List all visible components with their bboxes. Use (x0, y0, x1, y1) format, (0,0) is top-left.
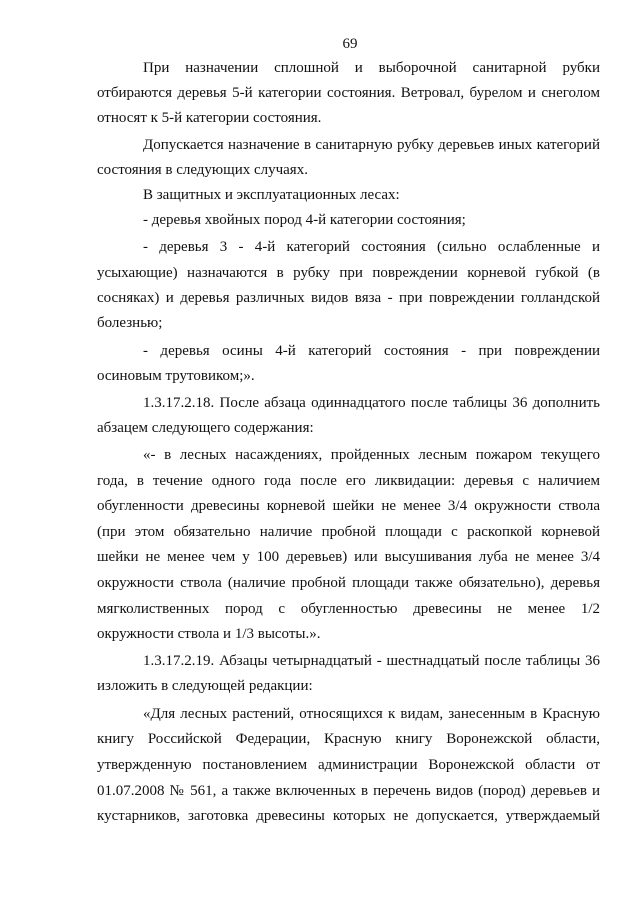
paragraph-line: Допускается назначение в санитарную рубку деревьев иных категорий (143, 137, 600, 153)
paragraph-line: относят к 5-й категории состояния. (97, 110, 322, 126)
paragraph-line: 01.07.2008 № 561, а также включенных в перечень видов (пород) деревьев и (97, 783, 600, 799)
page-number: 69 (342, 36, 358, 52)
paragraph-line: (при этом обязательно наличие пробной площади с раскопкой корневой (97, 524, 600, 540)
paragraph-line: «- в лесных насаждениях, пройденных лесным пожаром текущего (143, 447, 600, 463)
paragraph-line: осиновым трутовиком;». (97, 368, 255, 384)
paragraph-line: кустарников, заготовка древесины которых не допускается, утверждаемый (97, 808, 600, 824)
paragraph-line: окружности ствола и 1/3 высоты.». (97, 626, 321, 642)
paragraph-line: При назначении сплошной и выборочной санитарной рубки (143, 60, 600, 76)
paragraph-line: сосняках) и деревья различных видов вяза - при повреждении голландской (97, 290, 600, 306)
paragraph-line: - деревья 3 - 4-й категорий состояния (сильно ослабленные и (143, 239, 600, 255)
paragraph-line: мягколиственных пород с обугленностью древесины не менее 1/2 (97, 601, 600, 617)
paragraph-line: «Для лесных растений, относящихся к видам, занесенным в Красную (143, 706, 600, 722)
paragraph-line: утвержденную постановлением администрации Воронежской области от (97, 757, 600, 773)
paragraph-line: окружности ствола (наличие пробной площади также обязательно), деревья (97, 575, 600, 591)
paragraph-line: болезнью; (97, 315, 163, 331)
paragraph-line: отбираются деревья 5-й категории состояния. Ветровал, бурелом и снеголом (97, 85, 600, 101)
paragraph-line: - деревья хвойных пород 4-й категории состояния; (143, 212, 466, 228)
paragraph-line: книгу Российской Федерации, Красную книгу Воронежской области, (97, 731, 600, 747)
paragraph-line: шейки не менее чем у 100 деревьев) или высушивания луба не менее 3/4 (97, 549, 600, 565)
paragraph-line: состояния в следующих случаях. (97, 162, 308, 178)
paragraph-line: - деревья осины 4-й категорий состояния - при повреждении (143, 343, 600, 359)
paragraph-line: 1.3.17.2.18. После абзаца одиннадцатого после таблицы 36 дополнить (143, 395, 600, 411)
paragraph-line: В защитных и эксплуатационных лесах: (143, 187, 400, 203)
paragraph-line: усыхающие) назначаются в рубку при повреждении корневой губкой (в (97, 265, 600, 281)
paragraph-line: абзацем следующего содержания: (97, 420, 314, 436)
paragraph-line: обугленности древесины корневой шейки не менее 3/4 окружности ствола (97, 498, 600, 514)
paragraph-line: 1.3.17.2.19. Абзацы четырнадцатый - шестнадцатый после таблицы 36 (143, 653, 600, 669)
paragraph-line: года, в течение одного года после его ликвидации: деревья с наличием (97, 473, 600, 489)
paragraph-line: изложить в следующей редакции: (97, 678, 313, 694)
